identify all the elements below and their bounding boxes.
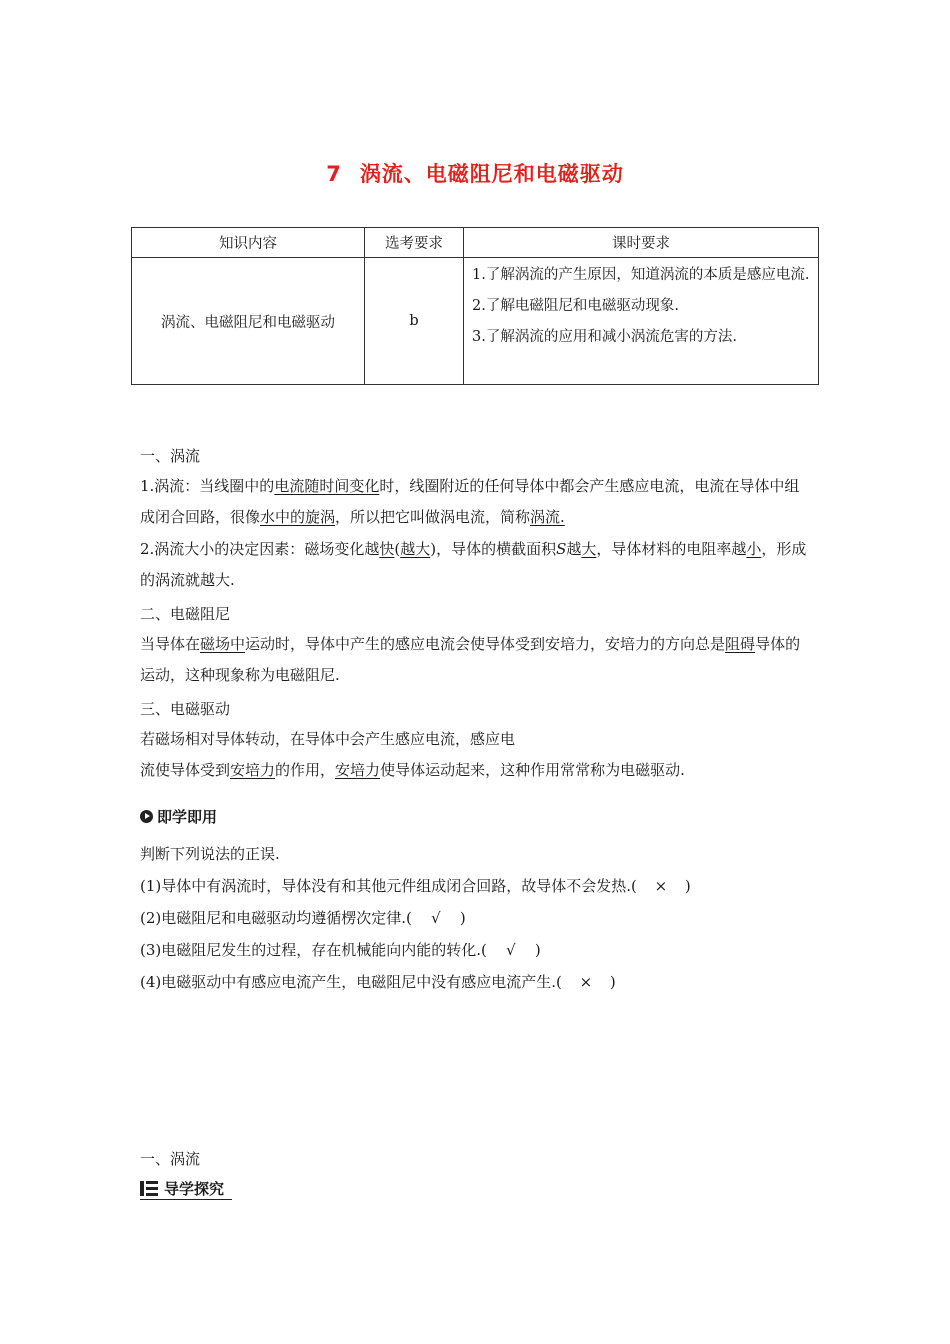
text-run: 1.涡流：当线圈中的 — [140, 477, 275, 495]
drive-line-1: 若磁场相对导体转动，在导体中会产生感应电流，感应电 — [140, 730, 516, 748]
practice-item-2 — [140, 903, 812, 934]
practice-item-text: (3)电磁阻尼发生的过程，存在机械能向内能的转化.( — [140, 941, 487, 959]
text-run: 使导体运动起来，这种作用常常称为电磁驱动. — [380, 761, 685, 779]
symbol-s: S — [556, 540, 567, 558]
text-run: 当导体在 — [140, 635, 201, 653]
blank-answer: 水中的旋涡 — [260, 508, 336, 526]
text-run: 2.涡流大小的决定因素：磁场变化越 — [140, 540, 380, 558]
eddy-definition — [140, 471, 812, 533]
table-cell-requirements — [464, 258, 819, 385]
guide-tag — [140, 1178, 224, 1199]
blank-answer: 越大 — [400, 540, 431, 558]
text-run: ) — [684, 877, 691, 895]
practice-item-3 — [140, 935, 812, 966]
table-header-level: 选考要求 — [365, 228, 464, 258]
requirement-item: 1.了解涡流的产生原因，知道涡流的本质是感应电流. — [472, 267, 810, 283]
text-run: 导体的运动，这种现象称为电磁阻尼. — [140, 635, 801, 684]
answer-mark: √ — [506, 941, 516, 959]
blank-answer: 安培力 — [230, 761, 276, 779]
title-text: 涡流、电磁阻尼和电磁驱动 — [359, 162, 624, 186]
table-header-content: 知识内容 — [132, 228, 365, 258]
table-header-row — [132, 228, 819, 258]
table-header-requirements: 课时要求 — [464, 228, 819, 258]
requirement-item: 2.了解电磁阻尼和电磁驱动现象. — [472, 298, 679, 314]
text-run: ，所以把它叫做涡电流，简称 — [335, 508, 531, 526]
blank-answer: 阻碍 — [725, 635, 756, 653]
play-icon — [140, 810, 153, 823]
text-run: ( — [394, 540, 401, 558]
text-run: ，导体材料的电阻率越 — [596, 540, 747, 558]
practice-item-text: (2)电磁阻尼和电磁驱动均遵循楞次定律.( — [140, 909, 412, 927]
list-icon — [140, 1181, 158, 1196]
blank-answer: 涡流. — [530, 508, 565, 526]
requirement-item: 3.了解涡流的应用和减小涡流危害的方法. — [472, 329, 737, 345]
table-cell-content: 涡流、电磁阻尼和电磁驱动 — [132, 258, 365, 385]
blank-answer: 磁场中 — [200, 635, 246, 653]
blank-answer: 电流随时间变化 — [274, 477, 380, 495]
section-heading-drive: 三、电磁驱动 — [140, 700, 231, 718]
drive-definition — [140, 755, 812, 786]
practice-tag-label: 即学即用 — [157, 808, 218, 826]
text-run: )，导体的横截面积 — [430, 540, 557, 558]
text-run: 的作用， — [275, 761, 336, 779]
practice-item-text: (1)导体中有涡流时，导体没有和其他元件组成闭合回路，故导体不会发热.( — [140, 877, 637, 895]
practice-intro: 判断下列说法的正误. — [140, 845, 280, 863]
text-run: ，形成的涡流就越大. — [140, 540, 807, 589]
practice-item-text: (4)电磁驱动中有感应电流产生，电磁阻尼中没有感应电流产生.( — [140, 973, 562, 991]
text-run: ) — [609, 973, 616, 991]
section-heading-damping: 二、电磁阻尼 — [140, 605, 231, 623]
text-run: ) — [459, 909, 466, 927]
answer-mark: × — [579, 973, 593, 991]
text-run: 越 — [566, 540, 582, 558]
text-run: ) — [534, 941, 541, 959]
blank-answer: 大 — [581, 540, 597, 558]
text-run: 运动时，导体中产生的感应电流会使导体受到安培力，安培力的方向总是 — [245, 635, 726, 653]
guide-tag-divider — [140, 1199, 232, 1200]
page-title — [0, 158, 950, 188]
table-cell-level: b — [365, 258, 464, 385]
eddy-factors — [140, 534, 812, 596]
damping-definition — [140, 629, 812, 691]
table-row — [132, 258, 819, 385]
practice-item-4 — [140, 967, 812, 998]
text-run: 流使导体受到 — [140, 761, 231, 779]
blank-answer: 快 — [379, 540, 395, 558]
requirements-table — [131, 227, 819, 385]
practice-tag — [140, 806, 217, 827]
section-heading-eddy: 一、涡流 — [140, 447, 201, 465]
answer-mark: × — [654, 877, 668, 895]
blank-answer: 安培力 — [335, 761, 381, 779]
practice-item-1 — [140, 871, 812, 902]
title-number: 7 — [326, 162, 342, 186]
section-heading-eddy-bottom: 一、涡流 — [140, 1150, 201, 1168]
text-run: 时，线圈附近的任何导体中都会产生感应电流，电流在导体中组成闭合回路，很像 — [140, 477, 800, 526]
guide-tag-label: 导学探究 — [164, 1180, 225, 1198]
answer-mark: √ — [431, 909, 441, 927]
blank-answer: 小 — [746, 540, 762, 558]
